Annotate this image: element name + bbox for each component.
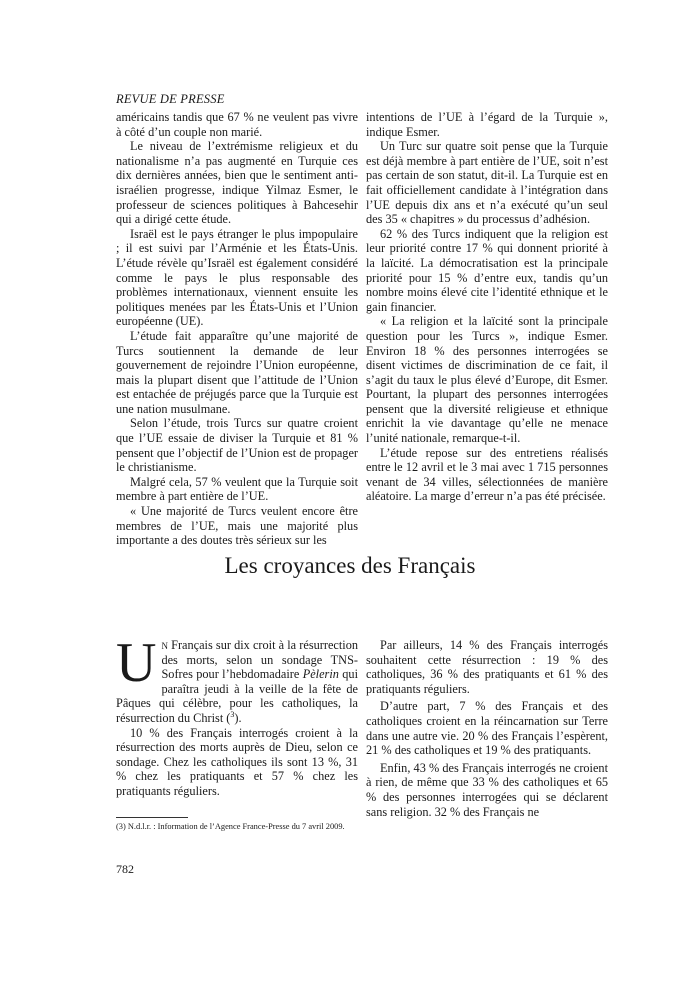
page-number: 782 (116, 862, 134, 876)
column-1 (116, 110, 358, 548)
paragraph: Israël est le pays étranger le plus impopulaire ; il est suivi par l’Arménie et les États-Unis. L’étude révèle qu’Israël est également considéré comme le pays le plus responsable des problèmes internationaux, viennent ensuite les politiques menées par les États-Unis et l’Union européenne (UE). (116, 226, 358, 329)
paragraph: Le niveau de l’extrémisme religieux et du nationalisme n’a pas augmenté en Turquie ces dix dernières années, bien que le sentiment anti-israélien progresse, indique Yilmaz Esmer, le professeur de sciences politiques à Bahcesehir qui a dirigé cette étude. (116, 139, 358, 227)
running-head: REVUE DE PRESSE (116, 92, 225, 106)
footnote: (3) N.d.l.r. : Information de l’Agence France-Presse du 7 avril 2009. (116, 822, 345, 831)
paragraph: 10 % des Français interrogés croient à la résurrection des morts auprès de Dieu, selon ce sondage. Chez les catholiques ils sont 13 %, 31 % chez les pratiquants et 57 % chez les pratiquants réguliers. (116, 725, 358, 798)
lead-paragraph (116, 632, 358, 726)
article-title: Les croyances des Français (224, 553, 476, 578)
lead-text: qui paraîtra jeudi à la veille de la fête de Pâques qui célèbre, pour les catholiques, la résurrection du Christ ( (116, 667, 358, 725)
paragraph: Par ailleurs, 14 % des Français interrogés souhaitent cette résurrection : 19 % des catholiques, 36 % des pratiquants et 61 % des pratiquants réguliers. (366, 638, 608, 696)
drop-cap: U (116, 632, 157, 694)
paragraph: L’étude fait apparaître qu’une majorité de Turcs soutiennent la demande de leur gouvernement de rejoindre l’Union européenne, mais la plupart disent que l’attitude de l’Union est entachée de préjugés parce que la Turquie est une nation musulmane. (116, 328, 358, 416)
column-4 (366, 638, 608, 822)
paragraph: intentions de l’UE à l’égard de la Turquie », indique Esmer. (366, 110, 608, 139)
column-3 (116, 632, 358, 799)
paragraph: « Une majorité de Turcs veulent encore être membres de l’UE, mais une majorité plus importante a des doutes très sérieux sur les (116, 504, 358, 548)
paragraph: Malgré cela, 57 % veulent que la Turquie soit membre à part entière de l’UE. (116, 474, 358, 504)
paragraph: Un Turc sur quatre soit pense que la Turquie est déjà membre à part entière de l’UE, soit n’est pas certain de son statut, dit-il. La Turquie est en fait officiellement candidate à l’intégration dans l’UE depuis dix ans et n’a exécuté qu’un seul des 35 « chapitres » du processus d’adhésion. (366, 139, 608, 227)
footnote-divider (116, 817, 188, 818)
paragraph: 62 % des Turcs indiquent que la religion est leur priorité contre 17 % qui donnent priorité à la laïcité. La démocratisation est la principale priorité pour 15 % d’entre eux, tandis qu’un nombre moins élevé cite l’identité ethnique et le gain financier. (366, 226, 608, 314)
paragraph: « La religion et la laïcité sont la principale question pour les Turcs », indique Esmer. Environ 18 % des personnes interrogées se disent victimes de discrimination de ce fait, il s’agit du taux le plus élevé d’Europe, dit Esmer. Pourtant, la plupart des personnes interrogées pensent que la diversité religieuse et ethnique enrichit la vie davantage qu’elle ne menace l’unité nationale, remarque-t-il. (366, 314, 608, 446)
publication-name: Pèlerin (302, 667, 339, 682)
column-2 (366, 110, 608, 504)
paragraph: D’autre part, 7 % des Français et des catholiques croient en la réincarnation sur Terre dans une autre vie. 20 % des Français l’espèrent, 21 % des catholiques et 19 % des pratiquants. (366, 699, 608, 758)
paragraph: Selon l’étude, trois Turcs sur quatre croient que l’UE essaie de diviser la Turquie et 81 % pensent que l’objectif de l’Union est de propager le christianisme. (116, 416, 358, 475)
lead-smallcaps: n (161, 638, 168, 652)
lead-text: ). (234, 710, 242, 725)
footnote-ref: 3 (230, 709, 235, 719)
paragraph: américains tandis que 67 % ne veulent pas vivre à côté d’un couple non marié. (116, 110, 358, 139)
paragraph: Enfin, 43 % des Français interrogés ne croient à rien, de même que 33 % des catholiques et 65 % des personnes interrogées qui se déclarent sans religion. 32 % des Français ne (366, 760, 608, 819)
lead-text: Français sur dix croit à la résurrection des morts, selon un sondage TNS-Sofres pour l’hebdomadaire (161, 638, 358, 682)
paragraph: L’étude repose sur des entretiens réalisés entre le 12 avril et le 3 mai avec 1 715 personnes venant de 34 villes, sélectionnées de manière aléatoire. La marge d’erreur n’a pas été précisée. (366, 445, 608, 504)
